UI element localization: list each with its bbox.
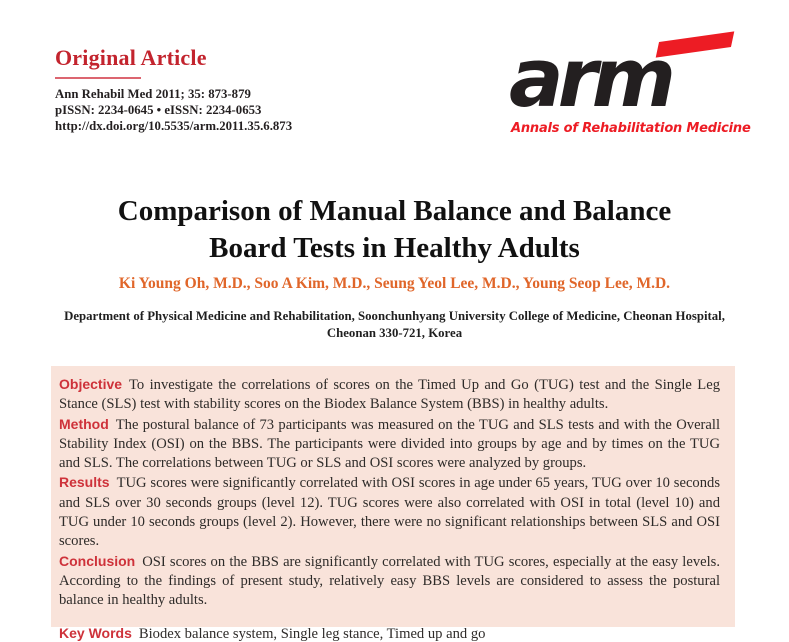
abstract-section-objective: [59, 375, 720, 415]
citation-block: [55, 87, 292, 134]
abstract-label-objective: Objective: [59, 376, 123, 392]
citation-issn: pISSN: 2234-0645 • eISSN: 2234-0653: [55, 102, 262, 117]
abstract-label-results: Results: [59, 474, 110, 491]
article-header: [55, 45, 292, 134]
citation-journal-ref: Ann Rehabil Med 2011; 35: 873-879: [55, 87, 251, 101]
authors-line: Ki Young Oh, M.D., Soo A Kim, M.D., Seung Yeol Lee, M.D., Young Seop Lee, M.D.: [118, 275, 671, 292]
title-line-1: Comparison of Manual Balance and Balance: [117, 195, 672, 227]
abstract-text-method: The postural balance of 73 participants was measured on the TUG and SLS tests and with the Overall Stability Index (OSI) on the BBS. The participants were divided into groups by age and by times on the TUG and SLS. The correlations between TUG or SLS and OSI scores were analyzed by groups.: [59, 416, 720, 472]
keywords-row: [59, 624, 720, 642]
abstract-section-results: [59, 473, 720, 551]
keywords-label: Key Words: [59, 624, 132, 641]
abstract-text-conclusion: OSI scores on the BBS are significantly correlated with TUG scores, especially at the easy levels. According to the findings of present study, relatively easy BBS levels are considered to assess the postural balance in healthy adults.: [59, 553, 720, 609]
abstract-label-conclusion: Conclusion: [59, 552, 136, 569]
citation-doi: http://dx.doi.org/10.5535/arm.2011.35.6.873: [55, 118, 293, 133]
abstract-text-results: TUG scores were significantly correlated with OSI scores in age under 65 years, TUG over 10 seconds and SLS over 30 seconds groups (level 12). TUG scores were also correlated with OSI in total (level 10) and TUG under 10 seconds groups (level 2). However, there were no significant relationships between SLS and OSI scores.: [59, 475, 720, 550]
abstract-section-conclusion: [59, 552, 720, 611]
affiliation-block: [0, 308, 789, 342]
original-article-label: Original Article: [55, 45, 207, 70]
abstract-section-method: [59, 415, 720, 474]
abstract-text-objective: To investigate the correlations of scores on the Timed Up and Go (TUG) test and the Single Leg Stance (SLS) test with stability scores on the Biodex Balance System (BBS) in healthy adults.: [59, 377, 720, 413]
keywords-text: Biodex balance system, Single leg stance, Timed up and go: [138, 625, 486, 642]
logo-wordmark: arm: [509, 32, 671, 126]
abstract-box: [51, 366, 735, 642]
journal-logo: [507, 28, 757, 142]
section-underline: [55, 77, 141, 79]
abstract-label-method: Method: [59, 415, 109, 432]
title-line-2: Board Tests in Healthy Adults: [209, 232, 580, 264]
article-title: [0, 193, 789, 267]
affiliation-line-2: Cheonan 330-721, Korea: [326, 326, 463, 340]
affiliation-line-1: Department of Physical Medicine and Rehabilitation, Soonchunhyang University College of Medicine, Cheonan Hospital,: [64, 309, 725, 323]
logo-journal-name: Annals of Rehabilitation Medicine: [511, 121, 751, 136]
title-block: [0, 193, 789, 293]
